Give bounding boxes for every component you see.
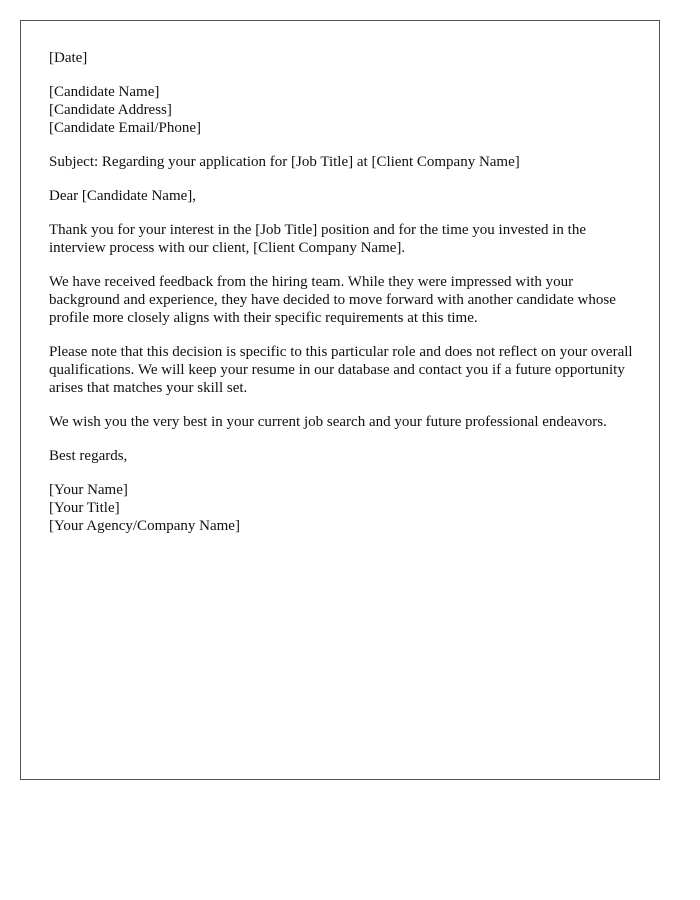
subject-line: Subject: Regarding your application for [Job Title] at [Client Company Name] xyxy=(49,154,520,170)
body-paragraph: We wish you the very best in your current job search and your future professional endeavors. xyxy=(49,414,607,430)
salutation: Dear [Candidate Name], xyxy=(49,188,197,204)
letter-frame xyxy=(20,20,660,780)
recipient-contact: [Candidate Email/Phone] xyxy=(49,120,202,136)
body-paragraph: Thank you for your interest in the [Job Title] position and for the time you invested in the interview process with our client, [Client Company Name]. xyxy=(49,222,587,256)
recipient-block xyxy=(49,83,639,137)
signature-title: [Your Title] xyxy=(49,500,120,516)
recipient-name: [Candidate Name] xyxy=(49,84,160,100)
signature-name: [Your Name] xyxy=(49,482,128,498)
closing: Best regards, xyxy=(49,448,128,464)
signature-company: [Your Agency/Company Name] xyxy=(49,518,240,534)
body-paragraph: Please note that this decision is specific to this particular role and does not reflect on your overall qualifications. We will keep your resume in our database and contact you if a future opportunity arises that matches your skill set. xyxy=(49,344,633,396)
recipient-address: [Candidate Address] xyxy=(49,102,172,118)
letter-body xyxy=(49,49,639,551)
date-block xyxy=(49,49,639,67)
signature-block xyxy=(49,481,639,535)
body-paragraph: We have received feedback from the hiring team. While they were impressed with your background and experience, they have decided to move forward with another candidate whose profile more closely aligns with their specific requirements at this time. xyxy=(49,274,616,326)
letter-date: [Date] xyxy=(49,50,88,66)
